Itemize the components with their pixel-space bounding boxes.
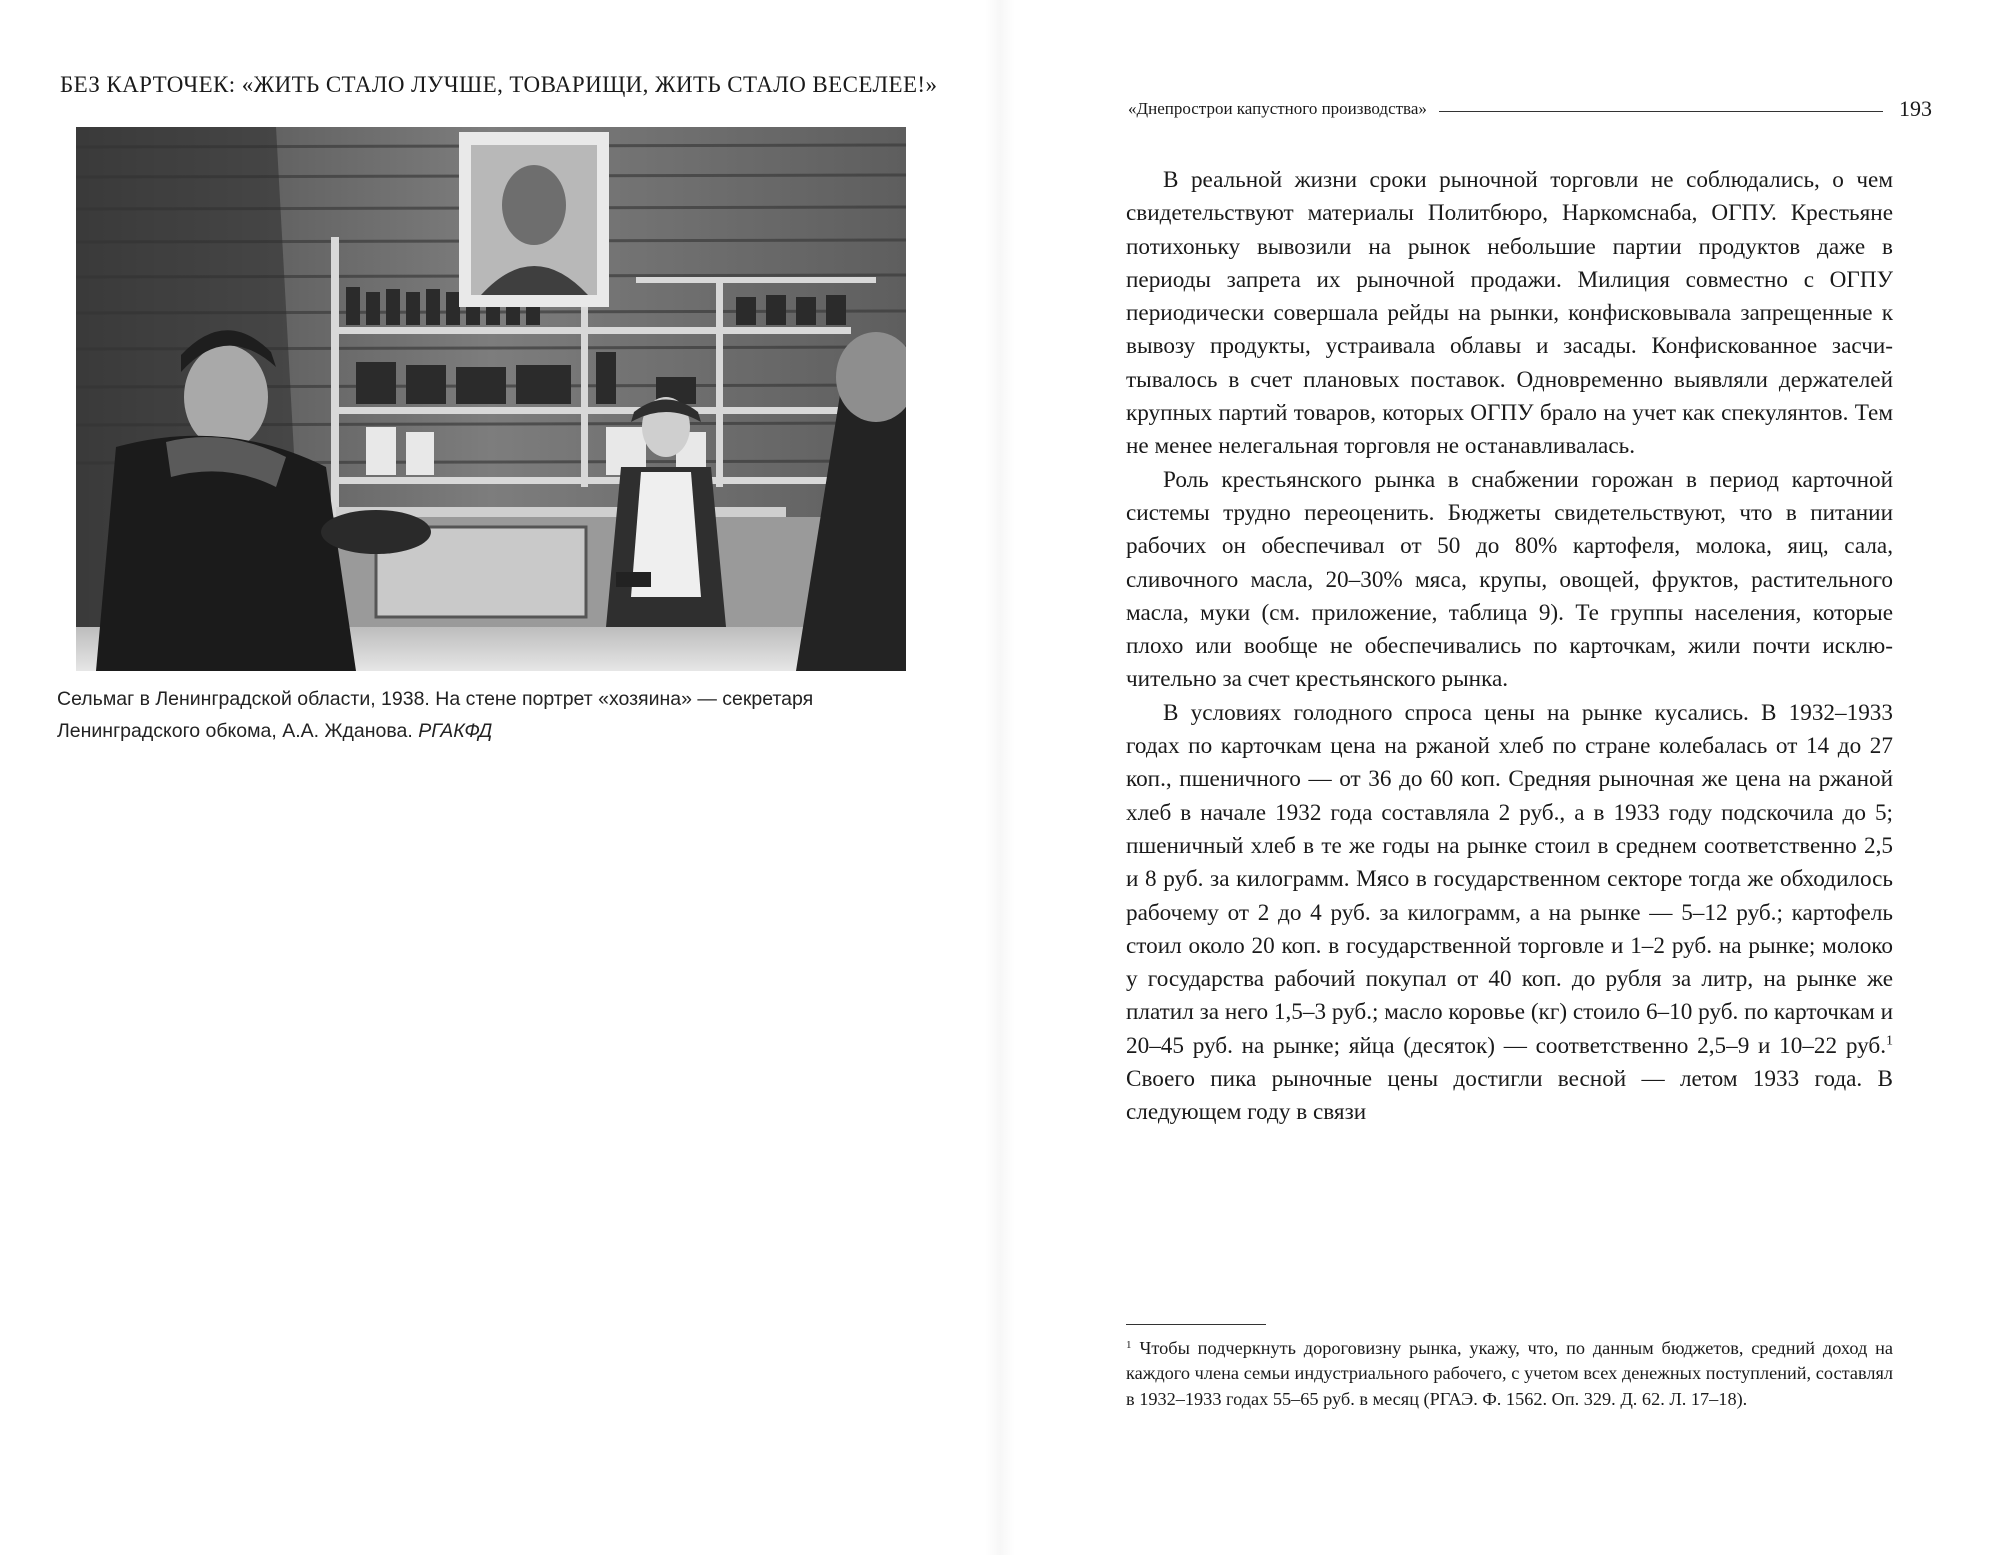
store-photo: [76, 127, 906, 671]
paragraph-3: [1126, 697, 1893, 1130]
footnote-rule: [1126, 1324, 1266, 1325]
caption-text: Сельмаг в Ленинградской области, 1938. На стене портрет «хозяина» — секретаря Ленинградского обкома, А.А. Жданова.: [57, 688, 814, 742]
footnote-reference[interactable]: 1: [1886, 1032, 1893, 1048]
paragraph-3-text: В условиях голодного спроса цены на рынке кусались. В 1932–1933 годах по карточкам цена на ржаной хлеб по стране колебалась от 14 до 27 коп., пшеничного — от 36 до 60 коп. Средняя рыночная же цена на ржаной хлеб в начале 1932 года составляла 2 руб., а в 1933 году подскочила до 5; пшеничный хлеб в те же годы на рынке стоил в среднем соответственно 2,5 и 8 руб. за килограмм. Мясо в государственном секторе тогда же обходилось рабочему от 2 до 4 руб. за килограмм, а на рынке — 5–12 руб.; картофель стоил около 20 коп. в государственной торговле и 1–2 руб. на рынке; молоко у государства рабочий покупал от 40 коп. до рубля за литр, на рынке же платил за него 1,5–3 руб.; масло коровье (кг) стоило 6–10 руб. по карточкам и 20–45 руб. на рынке; яйца (десяток) — соответственно 2,5–9 и 10–22 руб.: [1126, 699, 1893, 1059]
right-page: [1000, 0, 2000, 1555]
paragraph-1: В реальной жизни сроки рыночной торговли не соблюдались, о чем свидетельствуют материалы Политбюро, Наркомснаба, ОГПУ. Крестьяне потихоньку вывозили на рынок небольшие партии продуктов даже в периоды запрета их рыночной продажи. Милиция совместно с ОГПУ периодически совершала рейды на рынки, конфисковывала запрещенные к вывозу продукты, устраивала облавы и засады. Конфискованное засчитывалось в счет плановых поставок. Одновременно выявляли держателей крупных партий товаров, которых ОГПУ брало на учет как спекулянтов. Тем не менее нелегальная торговля не останавливалась.: [1126, 167, 1893, 460]
caption-source: РГАКФД: [418, 720, 493, 742]
header-rule: [1439, 111, 1883, 112]
paragraph-2: Роль крестьянского рынка в снабжении горожан в период карточной системы трудно переоценить. Бюджеты свидетельствуют, что в питании рабочих он обеспечивал от 50 до 80% картофеля, молока, яиц, сала, сливочного масла, 20–30% мяса, крупы, овощей, фруктов, растительного масла, муки (см. приложение, таблица 9). Те группы населения, которые плохо или вообще не обеспечивались по карточкам, жили почти исключительно за счет крестьянского рынка.: [1126, 466, 1893, 693]
footnote: [1126, 1336, 1893, 1412]
paragraph-3-tail: Своего пика рыночные цены достигли весной — летом 1933 года. В следующем году в связи: [1126, 1066, 1893, 1126]
footnote-marker: 1: [1126, 1339, 1132, 1351]
running-head-left: БЕЗ КАРТОЧЕК: «ЖИТЬ СТАЛО ЛУЧШЕ, ТОВАРИЩИ, ЖИТЬ СТАЛО ВЕСЕЛЕЕ!»: [60, 72, 938, 97]
page-number: 193: [1899, 96, 1932, 121]
body-text: [1126, 164, 1893, 1130]
photo-caption: [57, 683, 917, 747]
footnote-text: Чтобы подчеркнуть дороговизну рынка, укажу, что, по данным бюджетов, средний доход на каждого члена семьи индустриального рабочего, с учетом всех денежных поступлений, составлял в 1932–1933 годах 55–65 руб. в месяц (РГАЭ. Ф. 1562. Оп. 329. Д. 62. Л. 17–18).: [1126, 1338, 1893, 1409]
chapter-title: «Днепрострои капустного производства»: [1128, 99, 1427, 118]
running-head-right: [1128, 96, 1932, 122]
photo-store-interior-icon: [76, 127, 906, 671]
